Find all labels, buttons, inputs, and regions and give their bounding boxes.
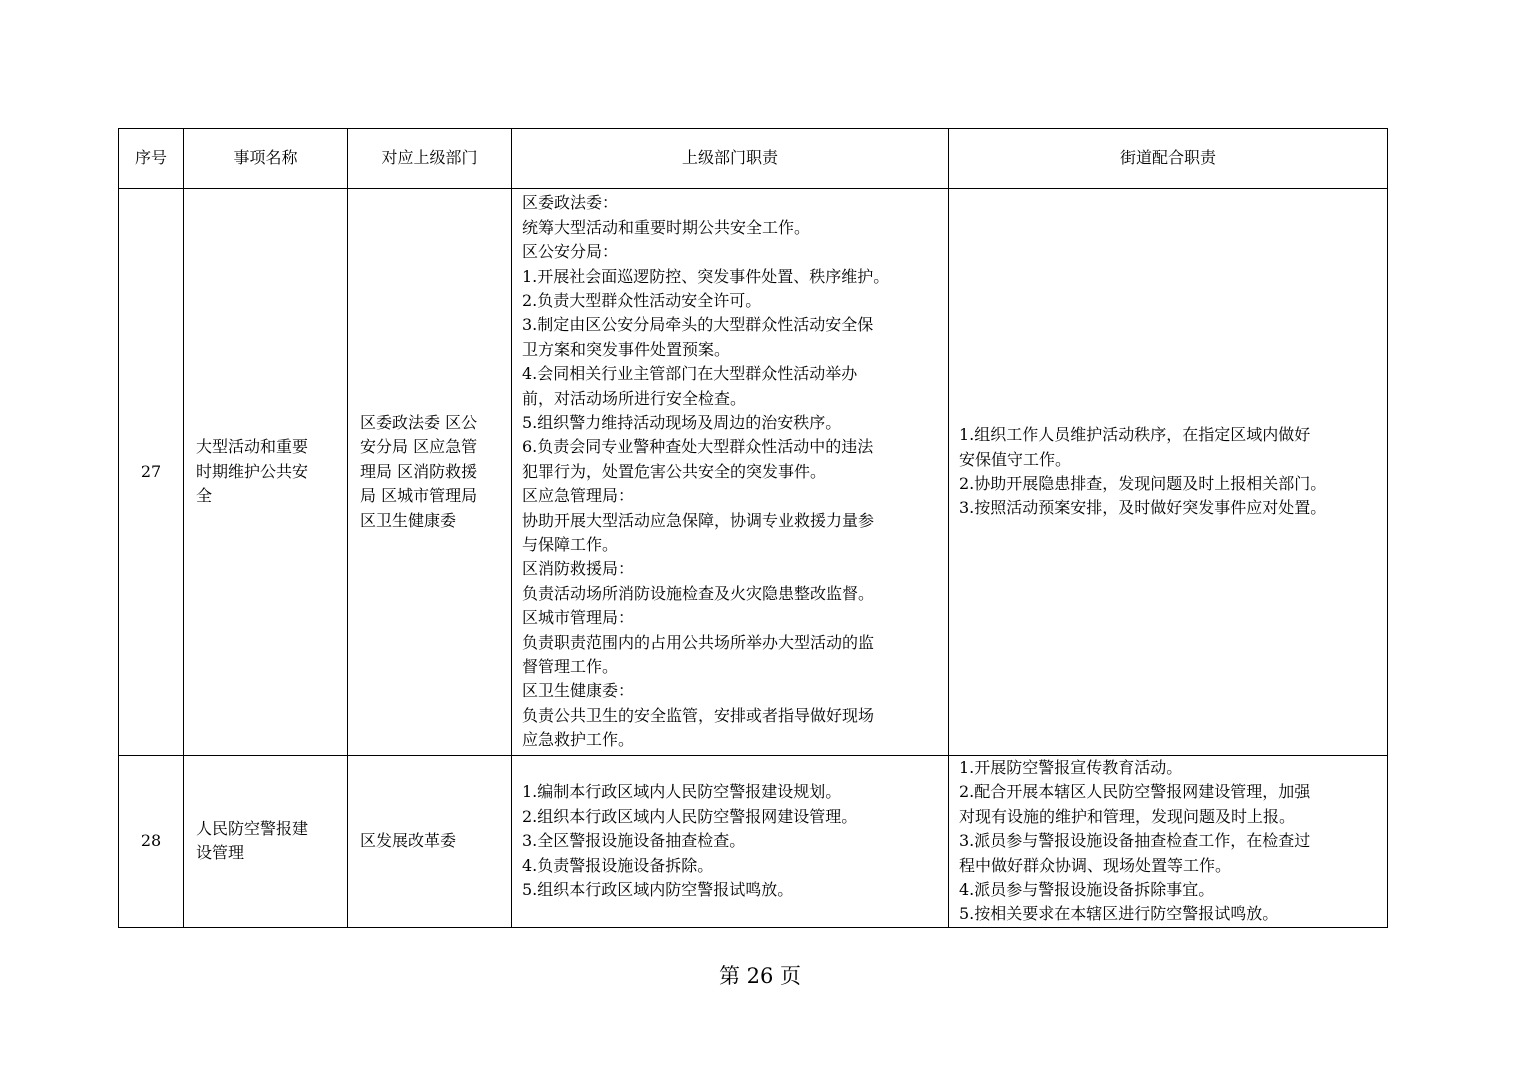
duty-line: 6.负责会同专业警种查处大型群众性活动中的违法 [522, 437, 874, 457]
table-body [119, 189, 1388, 928]
item-name-line: 设管理 [196, 843, 245, 863]
duty-line: 卫方案和突发事件处置预案。 [522, 339, 731, 359]
header-number: 序号 [119, 129, 184, 189]
header-superior-department: 对应上级部门 [348, 129, 512, 189]
department-line: 区卫生健康委 [360, 510, 457, 530]
duty-line: 3.全区警报设施设备抽查检查。 [522, 831, 746, 851]
duty-line: 区消防救援局： [522, 559, 635, 579]
duty-line: 区应急管理局： [522, 486, 635, 506]
item-name-line: 全 [196, 486, 213, 506]
street-duties-cell [949, 756, 1388, 928]
duty-line: 负责活动场所消防设施检查及火灾隐患整改监督。 [522, 583, 875, 603]
department-line: 局 区城市管理局 [360, 486, 478, 506]
item-name-cell [184, 189, 348, 756]
street-duty-line: 5.按相关要求在本辖区进行防空警报试鸣放。 [959, 904, 1279, 924]
duty-line: 1.开展社会面巡逻防控、突发事件处置、秩序维护。 [522, 266, 890, 286]
duty-line: 负责职责范围内的占用公共场所举办大型活动的监 [522, 632, 875, 652]
street-duty-line: 安保值守工作。 [959, 449, 1072, 469]
department-line: 理局 区消防救援 [360, 461, 478, 481]
duty-line: 区卫生健康委： [522, 681, 635, 701]
street-duty-line: 对现有设施的维护和管理，发现问题及时上报。 [959, 806, 1296, 826]
duty-line: 前，对活动场所进行安全检查。 [522, 388, 747, 408]
duty-line: 5.组织本行政区域内防空警报试鸣放。 [522, 880, 794, 900]
page-number: 第 26 页 [718, 964, 802, 988]
item-name-line: 大型活动和重要 [196, 437, 309, 457]
duty-line: 犯罪行为，处置危害公共安全的突发事件。 [522, 461, 827, 481]
department-cell [348, 189, 512, 756]
duty-line: 4.负责警报设施设备拆除。 [522, 855, 714, 875]
header-street-duties: 街道配合职责 [949, 129, 1388, 189]
street-duty-line: 3.派员参与警报设施设备抽查检查工作，在检查过 [959, 831, 1311, 851]
header-item-name: 事项名称 [184, 129, 348, 189]
duty-line: 区城市管理局： [522, 608, 635, 628]
item-name-line: 人民防空警报建 [196, 819, 309, 839]
duty-line: 协助开展大型活动应急保障，协调专业救援力量参 [522, 510, 875, 530]
street-duty-line: 1.开展防空警报宣传教育活动。 [959, 758, 1183, 777]
table-row [119, 756, 1388, 928]
header-superior-duties: 上级部门职责 [512, 129, 949, 189]
duty-line: 区公安分局： [522, 242, 619, 262]
street-duty-line: 2.协助开展隐患排查，发现问题及时上报相关部门。 [959, 474, 1327, 493]
street-duty-line: 4.派员参与警报设施设备拆除事宜。 [959, 880, 1215, 900]
table-header-row [119, 129, 1388, 189]
table-row [119, 189, 1388, 756]
row-number: 27 [119, 189, 184, 756]
duty-line: 3.制定由区公安分局牵头的大型群众性活动安全保 [522, 315, 874, 335]
duty-line: 区委政法委： [522, 193, 619, 213]
duty-line: 2.负责大型群众性活动安全许可。 [522, 290, 762, 310]
duty-line: 负责公共卫生的安全监管，安排或者指导做好现场 [522, 705, 875, 725]
duty-line: 统筹大型活动和重要时期公共安全工作。 [522, 217, 811, 237]
street-duty-line: 程中做好群众协调、现场处置等工作。 [959, 855, 1232, 875]
item-name-line: 时期维护公共安 [196, 461, 309, 481]
item-name-cell [184, 756, 348, 928]
street-duty-line: 2.配合开展本辖区人民防空警报网建设管理，加强 [959, 782, 1311, 802]
street-duty-line: 3.按照活动预案安排，及时做好突发事件应对处置。 [959, 498, 1327, 518]
department-line: 区发展改革委 [360, 831, 457, 851]
duty-line: 4.会同相关行业主管部门在大型群众性活动举办 [522, 364, 858, 384]
row-number: 28 [119, 756, 184, 928]
duty-line: 督管理工作。 [522, 657, 619, 677]
department-line: 区委政法委 区公 [360, 412, 478, 432]
duty-table [118, 128, 1388, 928]
department-cell [348, 756, 512, 928]
duty-line: 1.编制本行政区域内人民防空警报建设规划。 [522, 782, 842, 802]
street-duties-cell [949, 189, 1388, 756]
duty-line: 应急救护工作。 [522, 730, 635, 750]
duty-line: 2.组织本行政区域内人民防空警报网建设管理。 [522, 806, 858, 826]
superior-duties-cell [512, 756, 949, 928]
department-line: 安分局 区应急管 [360, 437, 478, 457]
duty-line: 5.组织警力维持活动现场及周边的治安秩序。 [522, 412, 842, 432]
duty-line: 与保障工作。 [522, 535, 619, 555]
superior-duties-cell [512, 189, 949, 756]
street-duty-line: 1.组织工作人员维护活动秩序，在指定区域内做好 [959, 425, 1311, 445]
